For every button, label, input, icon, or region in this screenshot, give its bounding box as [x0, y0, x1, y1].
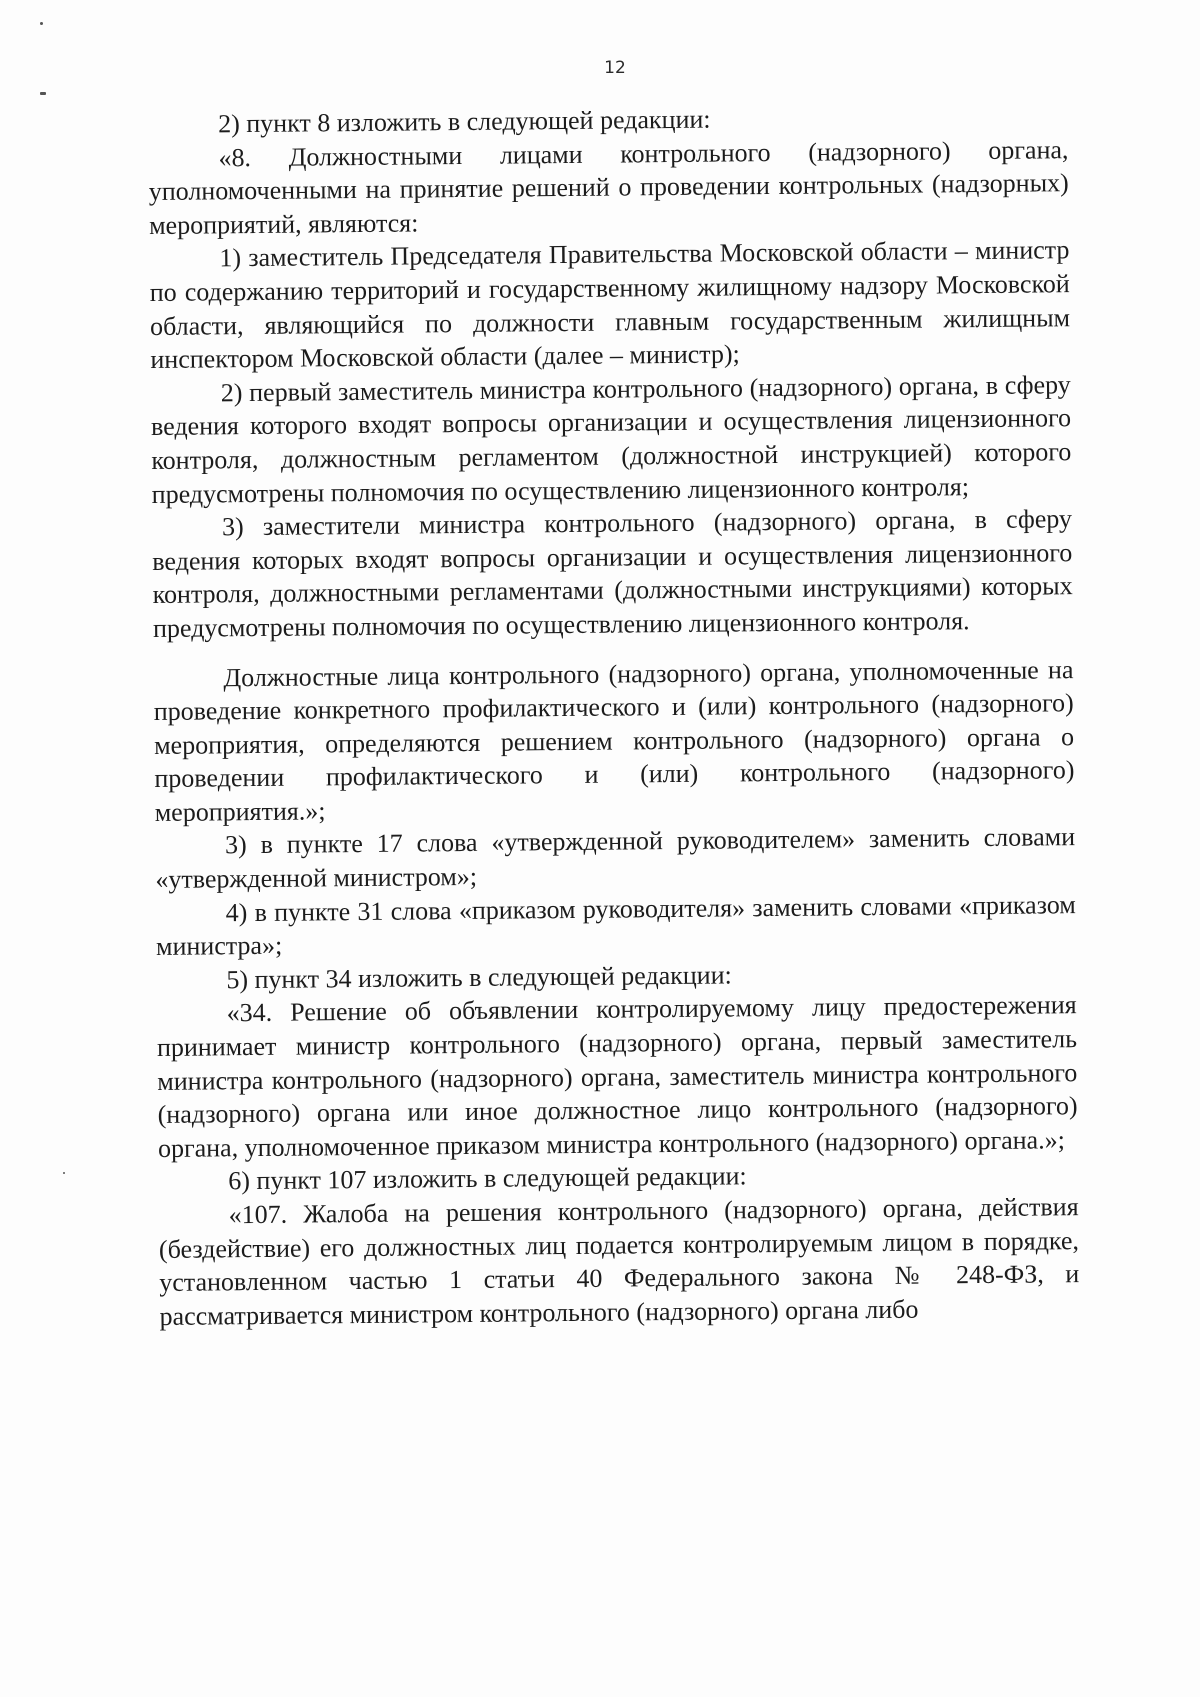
paragraph-clause-8: «8. Должностными лицами контрольного (надзорного) органа, уполномоченными на принятие решений о проведении контрольных (надзорных) мероприятий, являются: [148, 134, 1069, 240]
scan-speck [40, 92, 46, 95]
paragraph-item-2-intro: 2) пункт 8 изложить в следующей редакции: [218, 104, 711, 139]
paragraph-item-5-intro: 5) пункт 34 изложить в следующей редакции: [226, 960, 732, 995]
scan-speck [63, 1172, 65, 1174]
page-number: 12 [604, 58, 626, 78]
paragraph-clause-34: «34. Решение об объявлении контролируемому лицу предостережения принимает министр контрольного (надзорного) органа, первый заместитель министра контрольного (надзорного) органа, заместитель министра контрольного (надзорного) органа или иное должностное лицо контрольного (надзорного) органа, уполномоченное приказом министра контрольного (надзорного) органа.»; [156, 990, 1078, 1163]
paragraph-clause-107: «107. Жалоба на решения контрольного (надзорного) органа, действия (бездействие) его должностных лиц подается контролируемым лицом в порядке, установленном частью 1 статьи 40 Федерального закона № 248-ФЗ, и рассматривается министром контрольного (надзорного) органа либо [158, 1192, 1080, 1331]
paragraph-item-4: 4) в пункте 31 слова «приказом руководителя» заменить словами «приказом министра»; [155, 889, 1076, 962]
document-body [148, 99, 1080, 1333]
paragraph-item-3: 3) в пункте 17 слова «утвержденной руководителем» заменить словами «утвержденной министром»; [155, 822, 1076, 895]
paragraph-subitem-2: 2) первый заместитель министра контрольного (надзорного) органа, в сферу ведения которого входят вопросы организации и осуществления лицензионного контроля, должностным регламентом (должностной инструкцией) которого предусмотрены полномочия по осуществлению лицензионного контроля; [150, 369, 1072, 509]
paragraph-subitem-3: 3) заместители министра контрольного (надзорного) органа, в сферу ведения которых входят вопросы организации и осуществления лицензионного контроля, должностными регламентами (должностными инструкциями) которых предусмотрены полномочия по осуществлению лицензионного контроля. [152, 504, 1073, 643]
paragraph-item-6-intro: 6) пункт 107 изложить в следующей редакции: [228, 1161, 747, 1196]
scan-speck [40, 22, 43, 25]
paragraph-subitem-1: 1) заместитель Председателя Правительства Московской области – министр по содержанию территорий и государственному жилищному надзору Московской области, являющийся по должности главным государственным жилищным инспектором Московской области (далее – министр); [149, 235, 1071, 375]
paragraph-officials: Должностные лица контрольного (надзорного) органа, уполномоченные на проведение конкретного профилактического и (или) контрольного (надзорного) мероприятия, определяются решением контрольного (надзорного) органа о проведении профилактического и (или) контрольного (надзорного) мероприятия.»; [153, 654, 1075, 827]
